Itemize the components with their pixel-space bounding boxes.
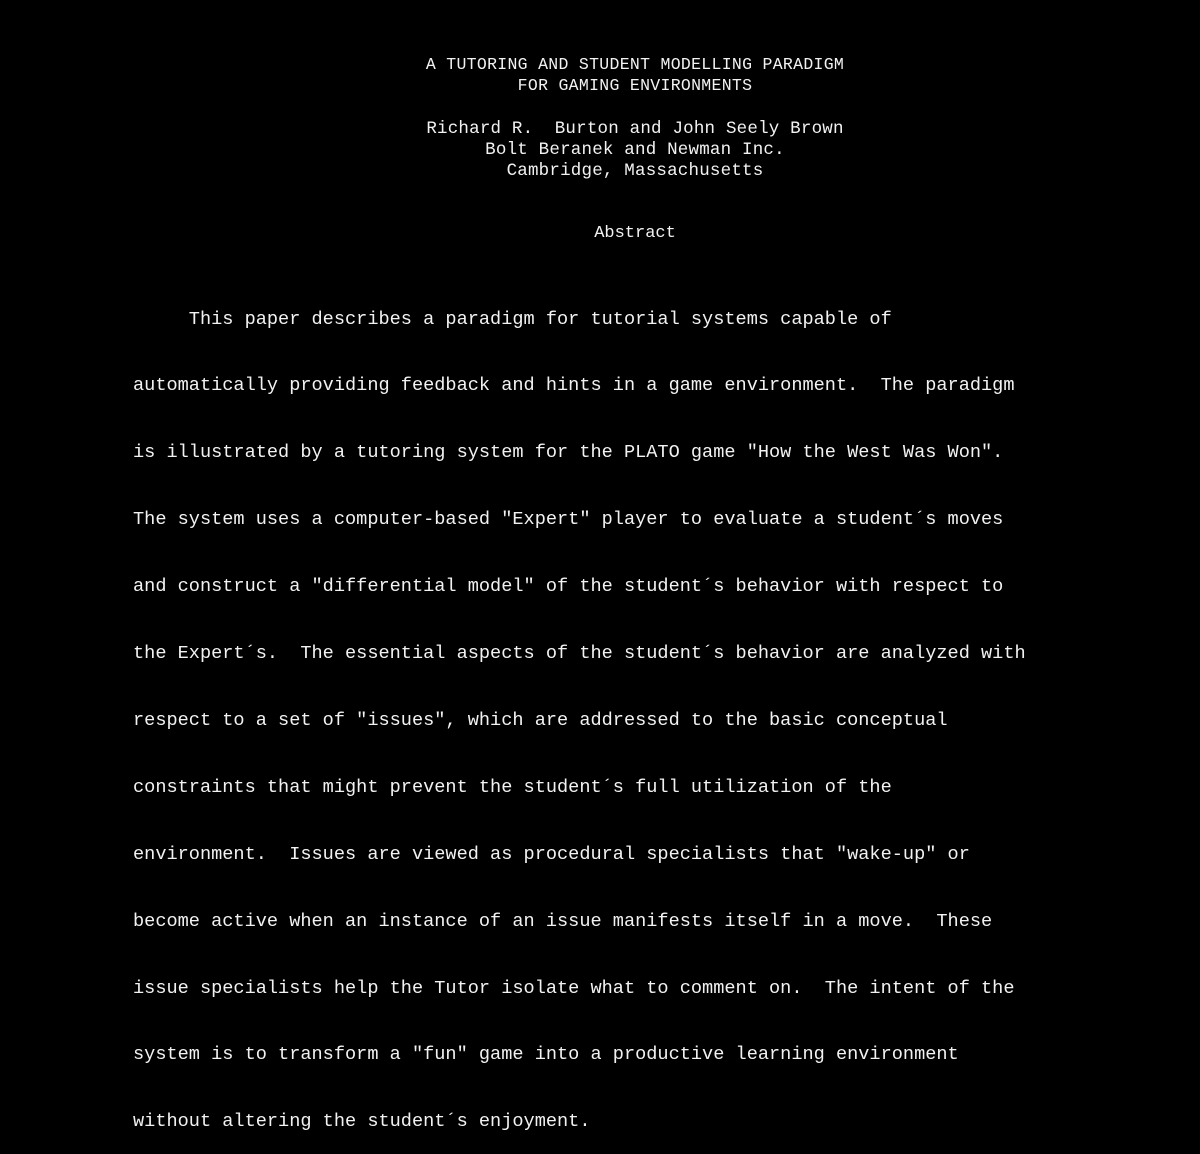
abstract-line: constraints that might prevent the student´s full utilization of the: [133, 776, 892, 798]
abstract-line: and construct a "differential model" of the student´s behavior with respect to: [133, 576, 1004, 598]
title-line-1: A TUTORING AND STUDENT MODELLING PARADIGM: [425, 55, 845, 74]
abstract-line: system is to transform a "fun" game into a productive learning environment: [133, 1044, 959, 1066]
abstract-line: automatically providing feedback and hints in a game environment. The paradigm: [133, 375, 1015, 397]
abstract-line: is illustrated by a tutoring system for the PLATO game "How the West Was Won".: [133, 442, 1004, 464]
author-location: Cambridge, Massachusetts: [506, 161, 764, 181]
abstract-line: without altering the student´s enjoyment.: [133, 1111, 591, 1133]
abstract-line: The system uses a computer-based "Expert" player to evaluate a student´s moves: [133, 509, 1004, 531]
abstract-line: become active when an instance of an issue manifests itself in a move. These: [133, 910, 993, 932]
abstract-body: [133, 264, 1183, 1154]
abstract-heading: Abstract: [594, 224, 676, 243]
author-organization: Bolt Beranek and Newman Inc.: [485, 140, 785, 160]
abstract-line: environment. Issues are viewed as procedural specialists that "wake-up" or: [133, 843, 970, 865]
abstract-line: issue specialists help the Tutor isolate what to comment on. The intent of the: [133, 977, 1015, 999]
abstract-line: This paper describes a paradigm for tutorial systems capable of: [133, 308, 892, 330]
title-line-2: FOR GAMING ENVIRONMENTS: [517, 76, 753, 95]
author-names: Richard R. Burton and John Seely Brown: [426, 119, 844, 139]
abstract-line: the Expert´s. The essential aspects of the student´s behavior are analyzed with: [133, 643, 1026, 665]
abstract-line: respect to a set of "issues", which are addressed to the basic conceptual: [133, 709, 948, 731]
